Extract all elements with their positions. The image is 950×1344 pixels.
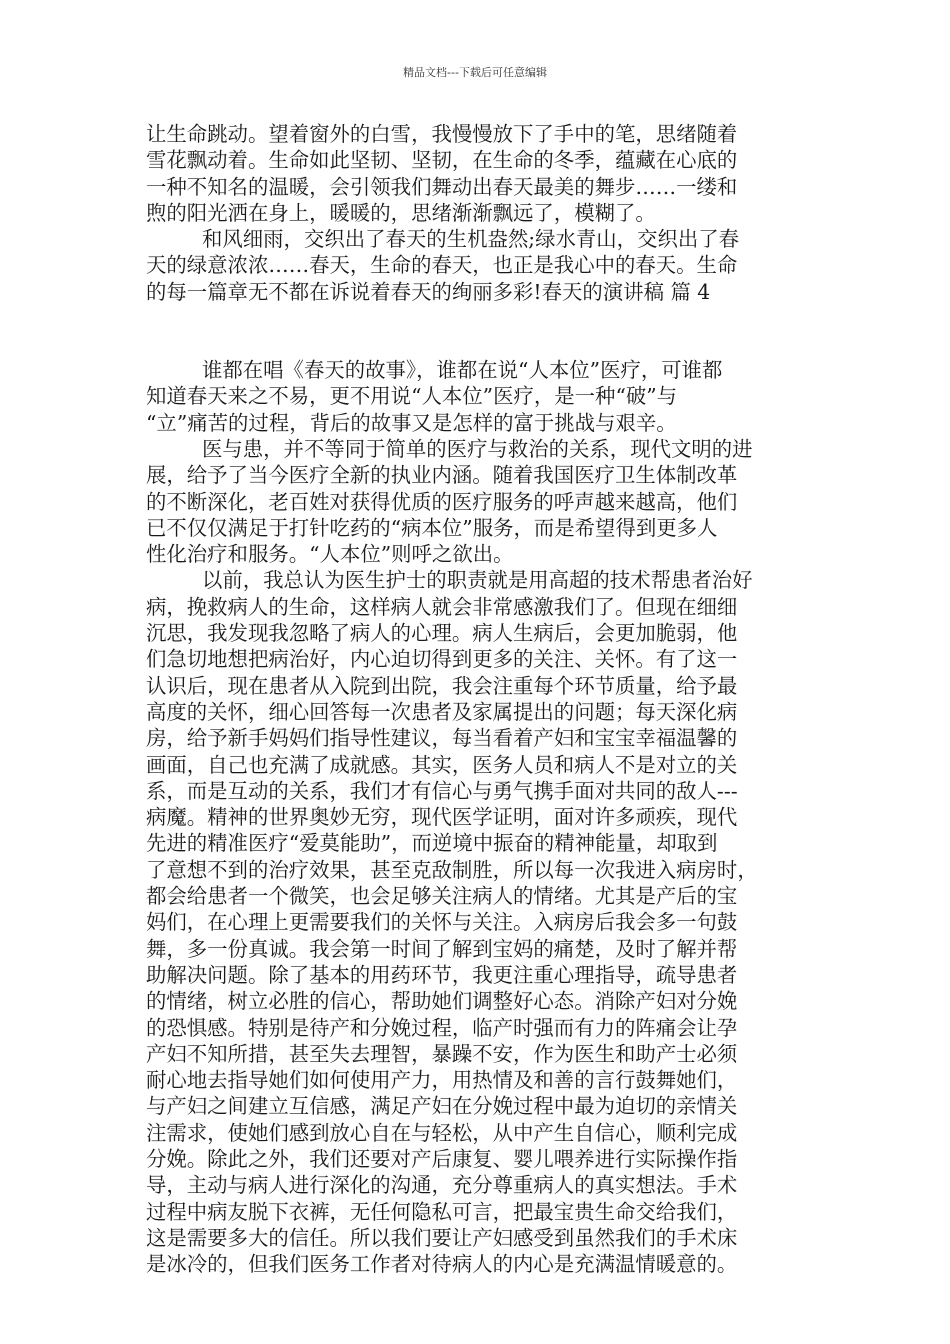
paragraph-reflection bbox=[146, 567, 812, 1277]
text-line: 画面，自己也充满了成就感。其实，医务人员和病人不是对立的关 bbox=[146, 752, 738, 777]
text-line: 舞，多一份真诚。我会第一时间了解到宝妈的痛楚，及时了解并帮 bbox=[146, 936, 738, 961]
text-line: 谁都在唱《春天的故事》，谁都在说“人本位”医疗，可谁都 bbox=[202, 358, 723, 383]
paragraph-spring-closing bbox=[146, 226, 812, 305]
text-line: 高度的关怀，细心回答每一次患者及家属提出的问题；每天深化病 bbox=[146, 699, 738, 724]
text-line: 雪花飘动着。生命如此坚韧、坚韧，在生命的冬季，蕴藏在心底的 bbox=[146, 148, 738, 173]
section-gap bbox=[146, 305, 812, 357]
text-line: 知道春天来之不易，更不用说“人本位”医疗，是一种“破”与 bbox=[146, 384, 678, 409]
text-line: 沉思，我发现我忽略了病人的心理。病人生病后，会更加脆弱，他 bbox=[146, 621, 738, 646]
text-line: “立”痛苦的过程，背后的故事又是怎样的富于挑战与艰辛。 bbox=[146, 410, 677, 435]
text-line: 系，而是互动的关系，我们才有信心与勇气携手面对共同的敌人--- bbox=[146, 778, 738, 803]
page-header: 精品文档---下载后可任意编辑 bbox=[403, 66, 547, 79]
text-line: 这是需要多大的信任。所以我们要让产妇感受到虽然我们的手术床 bbox=[146, 1225, 738, 1250]
paragraph-spring-story bbox=[146, 357, 812, 436]
text-line: 认识后，现在患者从入院到出院，我会注重每个环节质量，给予最 bbox=[146, 673, 738, 698]
text-line: 注需求，使她们感到放心自在与轻松，从中产生自信心，顺利完成 bbox=[146, 1120, 738, 1145]
text-line: 的不断深化，老百姓对获得优质的医疗服务的呼声越来越高，他们 bbox=[146, 489, 738, 514]
text-line: 和风细雨，交织出了春天的生机盎然;绿水青山，交织出了春 bbox=[202, 227, 740, 252]
text-line: 性化治疗和服务。“人本位”则呼之欲出。 bbox=[146, 542, 514, 567]
text-line: 医与患，并不等同于简单的医疗与救治的关系，现代文明的进 bbox=[202, 436, 753, 461]
text-line: 分娩。除此之外，我们还要对产后康复、婴儿喂养进行实际操作指 bbox=[146, 1146, 738, 1171]
text-line: 一种不知名的温暖，会引领我们舞动出春天最美的舞步……一缕和 bbox=[146, 174, 738, 199]
paragraph-continued bbox=[146, 121, 812, 226]
text-line: 先进的精准医疗“爱莫能助”，而逆境中振奋的精神能量，却取到 bbox=[146, 831, 718, 856]
text-line: 妈们，在心理上更需要我们的关怀与关注。入病房后我会多一句鼓 bbox=[146, 910, 738, 935]
text-line: 煦的阳光洒在身上，暖暖的，思绪渐渐飘远了，模糊了。 bbox=[146, 200, 656, 225]
text-line: 病，挽救病人的生命，这样病人就会非常感激我们了。但现在细细 bbox=[146, 594, 738, 619]
text-line: 都会给患者一个微笑，也会足够关注病人的情绪。尤其是产后的宝 bbox=[146, 884, 738, 909]
text-line: 让生命跳动。望着窗外的白雪，我慢慢放下了手中的笔，思绪随着 bbox=[146, 122, 738, 146]
text-line: 是冰冷的，但我们医务工作者对待病人的内心是充满温情暖意的。 bbox=[146, 1252, 738, 1277]
text-line: 的每一篇章无不都在诉说着春天的绚丽多彩!春天的演讲稿 篇 4 bbox=[146, 279, 711, 304]
text-line: 耐心地去指导她们如何使用产力，用热情及和善的言行鼓舞她们， bbox=[146, 1068, 738, 1093]
text-line: 过程中病友脱下衣裤，无任何隐私可言，把最宝贵生命交给我们， bbox=[146, 1199, 738, 1224]
text-line: 以前，我总认为医生护士的职责就是用高超的技术帮患者治好 bbox=[202, 568, 753, 593]
text-line: 房，给予新手妈妈们指导性建议，每当看着产妇和宝宝幸福温馨的 bbox=[146, 726, 738, 751]
text-line: 展，给予了当今医疗全新的执业内涵。随着我国医疗卫生体制改革 bbox=[146, 463, 738, 488]
text-line: 了意想不到的治疗效果，甚至克敌制胜，所以每一次我进入病房时， bbox=[146, 857, 758, 882]
text-line: 与产妇之间建立互信感，满足产妇在分娩过程中最为迫切的亲情关 bbox=[146, 1094, 738, 1119]
text-line: 导，主动与病人进行深化的沟通，充分尊重病人的真实想法。手术 bbox=[146, 1173, 738, 1198]
text-line: 天的绿意浓浓……春天，生命的春天，也正是我心中的春天。生命 bbox=[146, 253, 738, 278]
text-line: 助解决问题。除了基本的用药环节，我更注重心理指导，疏导患者 bbox=[146, 962, 738, 987]
text-line: 病魔。精神的世界奥妙无穷，现代医学证明，面对许多顽疾，现代 bbox=[146, 805, 738, 830]
document-body bbox=[146, 121, 812, 1277]
text-line: 的恐惧感。特别是待产和分娩过程，临产时强而有力的阵痛会让孕 bbox=[146, 1015, 738, 1040]
text-line: 们急切地想把病治好，内心迫切得到更多的关注、关怀。有了这一 bbox=[146, 647, 738, 672]
text-line: 已不仅仅满足于打针吃药的“病本位”服务，而是希望得到更多人 bbox=[146, 515, 718, 540]
text-line: 的情绪，树立必胜的信心，帮助她们调整好心态。消除产妇对分娩 bbox=[146, 989, 738, 1014]
text-line: 产妇不知所措，甚至失去理智，暴躁不安，作为医生和助产士必须 bbox=[146, 1041, 738, 1066]
paragraph-doctor-patient bbox=[146, 436, 812, 567]
